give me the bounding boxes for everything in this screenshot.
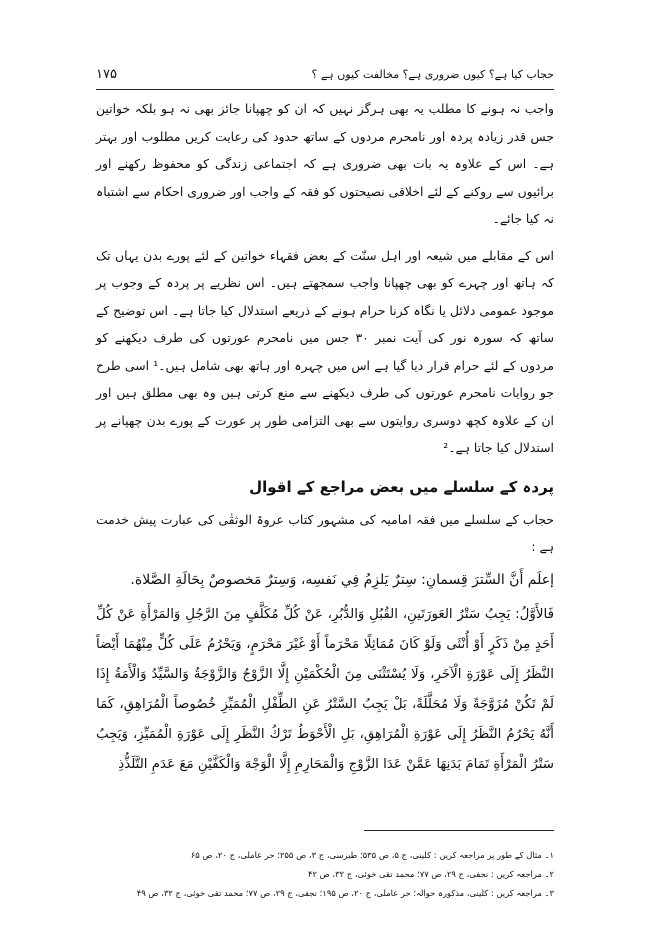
footnote-2: ۲۔ مراجعہ کریں : نجفی، ج ۲۹، ص ۷۷؛ محمد تقی خوئی، ج ۳۲، ص ۴۲ [307,869,554,879]
arabic-quote-line: إعلَم أَنَّ السِّترَ قِسمانِ: سِترٌ يَلزِمُ فِي نَفسِه، وَسِترٌ مَخصوصٌ بِحَالَةِ الصَّلاة. [130,571,554,588]
footnotes [96,846,554,903]
arabic-quote-passage: فَالأَوَّلُ: يَجِبُ سَتْرُ العَورَتَينِ، القُبُلِ وَالدُّبُرِ، عَنْ كُلِّ مُكَلَّفٍ مِنَ الرَّجُلِ وَالمَرْأَةِ عَنْ كُلِّ أَحَدٍ مِنْ ذَكَرٍ أَوْ أُنْثَى وَلَوْ كَانَ مُمَاثِلًا مَحْرَماً أَوْ غَيْرَ مَحْرَمٍ، وَيَحْرُمُ عَلَى كُلٍّ مِنْهُمَا أَيْضاً النَّظَرُ إِلَى عَوْرَةِ الْآخَرِ، وَلَا يُسْتَثْنَى مِنَ الْحُكْمَيْنِ إِلَّا الزَّوْجُ وَالزَّوْجَةُ وَالسَّيِّدُ وَالْأَمَةُ إِذَا لَمْ تَكُنْ مُزَوَّجَةً وَلَا مُحَلَّلَةً، بَلْ يَجِبُ السَّتْرُ عَنِ الطِّفْلِ الْمُمَيِّزِ خُصُوصاً الْمُرَاهِقِ، كَمَا أَنَّهُ يَحْرُمُ النَّظَرُ إِلَى عَوْرَةِ الْمُرَاهِقِ، بَلِ الْأَحْوَطُ تَرْكُ النَّظَرِ إِلَى عَوْرَةِ الْمُمَيِّزِ، وَيَجِبُ سَتْرُ الْمَرْأَةِ تَمَامَ بَدَنِهَا عَمَّنْ عَدَا الزَّوْجِ وَالْمَحَارِمِ إِلَّا الْوَجْهَ وَالْكَفَّيْنِ مَعَ عَدَمِ التَّلَذُّذِ [96,606,554,772]
running-title: حجاب کیا ہے؟ کیوں ضروری ہے؟ مخالفت کیوں ہے ؟ [311,67,554,81]
page-body [96,95,554,780]
paragraph-1: واجب نہ ہونے کا مطلب یہ بھی ہرگز نہیں کہ ان کو چھپانا جائز بھی نہ ہو بلکہ خواتین جس قدر زیادہ پردہ اور نامحرم مردوں کے ساتھ حدود کی رعایت کریں مطلوب اور بہتر ہے۔ اس کے علاوہ یہ بات بھی ضروری ہے کہ اجتماعی زندگی کو محفوظ رکھنے اور برائیوں سے روکنے کے لئے اخلاقی نصیحتوں کو فقہ کے واجب اور ضروری احکام سے اشتباہ نہ کیا جائے۔ [96,101,554,226]
header-divider [96,89,554,90]
page-header [96,62,554,86]
intro-line: حجاب کے سلسلے میں فقہ امامیہ کی مشہور کتاب عروۃ الوثقٰی کی عبارت پیش خدمت ہے : [96,511,554,554]
footnote-divider [364,830,554,831]
page-number: ۱۷۵ [96,66,117,82]
paragraph-2: اس کے مقابلے میں شیعہ اور اہل سنّت کے بعض فقہاء خواتین کے لئے پورے بدن یہاں تک کہ ہاتھ اور چہرے کو بھی چھپانا واجب سمجھتے ہیں۔ اس نظریے پر پردہ کے وجوب پر موجود عمومی دلائل یا نگاہ کرنا حرام ہونے کے ذریعے استدلال کیا جاتا ہے۔ اس توضیح کے ساتھ کہ سورہ نور کی آیت نمبر ۳۰ جس میں نامحرم عورتوں کی طرف دیکھنے کو مردوں کے لئے حرام قرار دیا گیا ہے اس میں چہرہ اور ہاتھ بھی شامل ہیں۔¹ اسی طرح جو روایات نامحرم عورتوں کی طرف دیکھنے سے منع کرتی ہیں وہ بھی مطلق ہیں اور ان کے علاوہ کچھ دوسری روایتوں سے بھی التزامی طور پر عورت کے پورے بدن چھپانے پر استدلال کیا جاتا ہے۔² [96,247,554,455]
section-heading: پردہ کے سلسلے میں بعض مراجع کے اقوال [249,477,554,496]
footnote-3: ۳۔ مراجعہ کریں : کلینی، مذکورہ حوالہ؛ حر عاملی، ج ۲۰، ص ۱۹۵؛ نجفی، ج ۲۹، ص ۷۷؛ محمد تقی خوئی، ج ۳۲، ص ۴۹ [136,888,554,898]
footnote-1: ۱۔ مثال کے طور پر مراجعہ کریں : کلینی، ج ۵، ص ۵۳۵؛ طبرسی، ج ۳، ص ۲۵۵؛ حر عاملی، ج ۲۰، ص ۶۵ [190,850,554,860]
